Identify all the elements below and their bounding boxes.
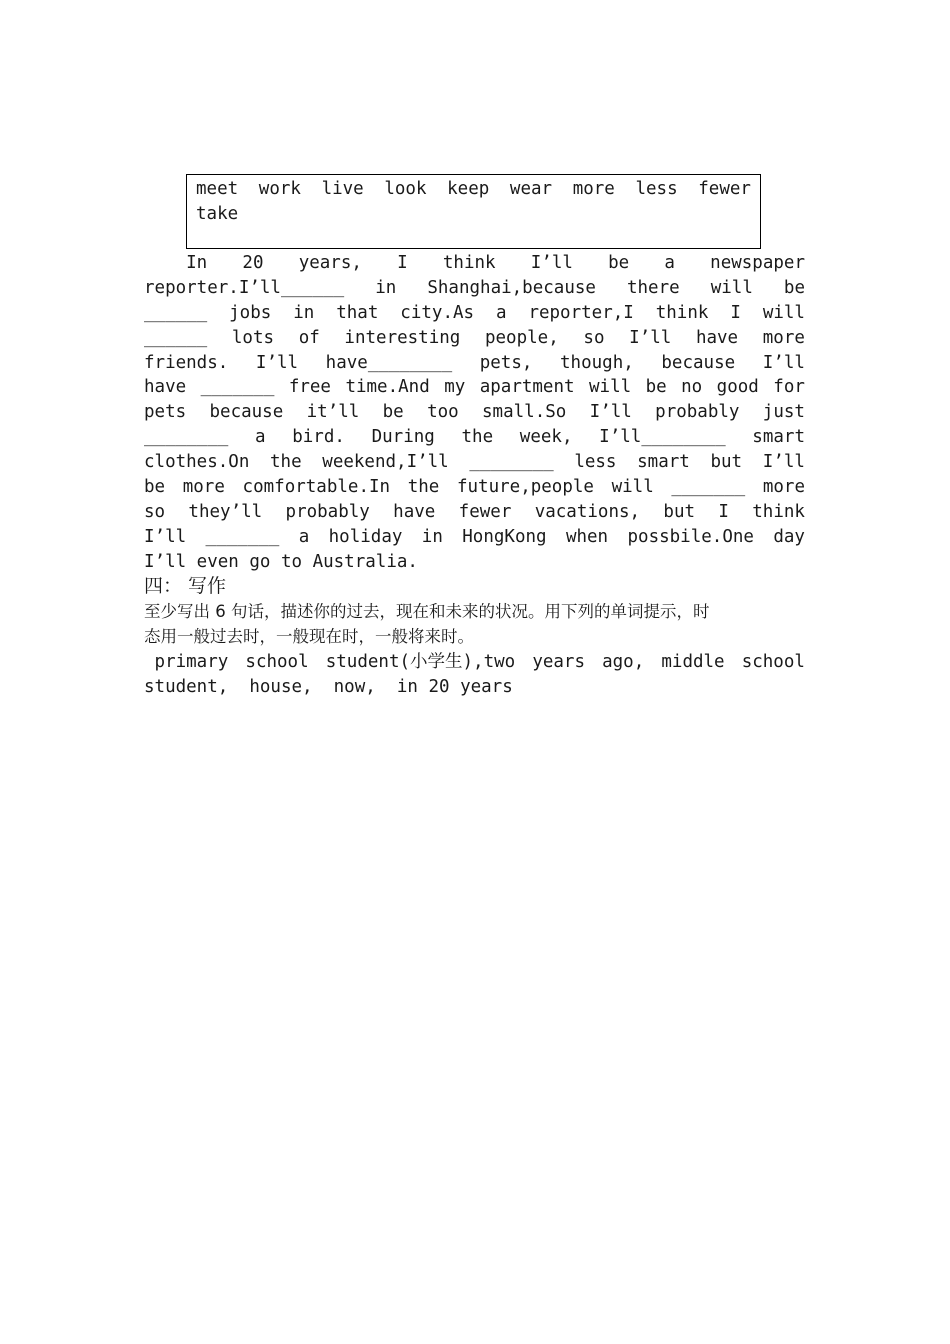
passage-word: ________ xyxy=(469,452,554,473)
word-bank-word: wear xyxy=(509,179,553,199)
passage-line xyxy=(144,425,805,450)
instruction-line: 态用一般过去时，一般现在时，一般将来时。 xyxy=(144,627,474,646)
passage-word: I’ll xyxy=(589,402,632,423)
passage-word: a xyxy=(298,526,310,547)
passage-word: I’ll________ xyxy=(599,427,726,448)
passage-word: I xyxy=(397,253,408,273)
passage-word: vacations, xyxy=(534,501,641,522)
hint-word: years xyxy=(532,652,585,672)
passage-word: have xyxy=(144,377,187,398)
passage-line xyxy=(144,375,805,400)
passage-word: future,people xyxy=(456,477,594,498)
passage-word: will xyxy=(611,477,654,498)
passage-word: ______ xyxy=(144,327,208,348)
instruction-line: 至少写出 6 句话，描述你的过去，现在和未来的状况。用下列的单词提示，时 xyxy=(144,602,710,621)
passage-word: more xyxy=(762,327,805,348)
passage-word: I’ll xyxy=(762,352,805,373)
passage-line xyxy=(144,301,805,326)
hint-line: student, house, now, in 20 years xyxy=(144,676,513,697)
passage-word: lots xyxy=(231,327,275,348)
passage-word: ______ xyxy=(144,302,208,323)
passage-word: no xyxy=(681,377,703,398)
word-bank-word: more xyxy=(572,179,615,199)
passage-word: probably xyxy=(285,501,370,522)
passage-word: probably xyxy=(655,402,740,423)
passage-line xyxy=(144,251,805,276)
passage-word: pets, xyxy=(479,352,533,373)
writing-section-heading: 四： 写作 xyxy=(144,575,227,597)
passage-word: fewer xyxy=(458,501,512,522)
passage-word: possbile.One xyxy=(627,526,754,547)
passage-word: day xyxy=(773,526,805,547)
passage-line: I’ll even go to Australia. xyxy=(144,551,418,572)
passage-word: _______ xyxy=(671,477,746,498)
passage-word: of xyxy=(298,327,320,348)
passage-word: I’ll xyxy=(255,352,299,373)
passage-word: jobs xyxy=(229,302,272,323)
passage-word: city.As xyxy=(400,302,475,323)
hint-line xyxy=(144,650,805,675)
passage-word: I’ll xyxy=(530,253,573,273)
word-bank-word: work xyxy=(258,179,301,199)
passage-word: holiday xyxy=(328,526,403,547)
passage-word: weekend,I’ll xyxy=(322,452,449,473)
passage-word: be xyxy=(382,402,404,423)
passage-word: for xyxy=(773,377,805,398)
passage-word: so xyxy=(144,501,166,522)
word-bank-word: meet xyxy=(196,179,239,199)
passage-word: be xyxy=(144,477,166,498)
passage-word: I xyxy=(730,302,741,323)
passage-word: I xyxy=(718,501,729,522)
passage-word: have________ xyxy=(325,352,453,373)
passage-word: During xyxy=(371,427,435,448)
passage-word: _______ xyxy=(200,377,275,398)
passage-word: _______ xyxy=(205,526,280,547)
passage-word: in xyxy=(293,302,315,323)
passage-word: more xyxy=(762,477,805,498)
passage-word: but xyxy=(710,452,743,473)
passage-word: small.So xyxy=(482,402,567,423)
passage-word: I’ll xyxy=(629,327,672,348)
passage-word: in xyxy=(421,526,443,547)
passage-word: a xyxy=(664,253,675,273)
passage-word: have xyxy=(695,327,739,348)
passage-word: think xyxy=(655,302,709,323)
passage-word: have xyxy=(393,501,436,522)
passage-word: newspaper xyxy=(710,253,805,273)
passage-word: but xyxy=(663,501,696,522)
passage-word: clothes.On xyxy=(144,452,250,473)
passage-word: be xyxy=(645,377,667,398)
passage-word: comfortable.In xyxy=(242,477,391,498)
passage-word: apartment xyxy=(479,377,575,398)
passage-word: reporter.I’ll______ xyxy=(144,277,345,298)
passage-word: will xyxy=(589,377,632,398)
passage-word: good xyxy=(716,377,759,398)
word-bank-line-2: take xyxy=(196,204,239,224)
passage-word: the xyxy=(270,452,302,473)
passage-line xyxy=(144,326,805,351)
passage-word: smart xyxy=(637,452,690,473)
hint-word: school xyxy=(741,652,805,672)
word-bank-line-1 xyxy=(196,177,751,202)
passage-word: that xyxy=(336,302,379,323)
passage-word: in xyxy=(375,277,397,298)
passage-word: too xyxy=(427,402,459,423)
hint-word: student(小学生),two xyxy=(325,652,516,672)
passage-word: the xyxy=(461,427,494,448)
passage-line xyxy=(144,400,805,425)
passage-word: when xyxy=(565,526,609,547)
passage-word: bird. xyxy=(292,427,345,448)
passage-word: there xyxy=(626,277,680,298)
passage-line xyxy=(144,475,805,500)
passage-word: they’ll xyxy=(188,501,263,522)
word-bank-word: less xyxy=(635,179,678,199)
passage-word: because xyxy=(209,402,284,423)
passage-word: friends. xyxy=(144,352,229,373)
passage-word: years, xyxy=(298,253,362,273)
passage-word: free xyxy=(288,377,331,398)
passage-line xyxy=(144,351,805,376)
passage-word: think xyxy=(442,253,496,273)
passage-word: be xyxy=(608,253,630,273)
passage-word: more xyxy=(182,477,225,498)
passage-word: people, xyxy=(484,327,559,348)
passage-word: time.And xyxy=(345,377,430,398)
passage-word: smart xyxy=(752,427,805,448)
passage-word: it’ll xyxy=(306,402,360,423)
word-bank-word: look xyxy=(384,179,427,199)
passage-word: so xyxy=(583,327,605,348)
passage-line xyxy=(144,500,805,525)
word-bank-box xyxy=(186,174,761,249)
hint-word: primary xyxy=(144,652,229,672)
passage-word: ________ xyxy=(144,427,229,448)
word-bank-word: live xyxy=(321,179,364,199)
passage-word: will xyxy=(762,302,805,323)
passage-word: reporter,I xyxy=(528,302,634,323)
passage-word: be xyxy=(783,277,805,298)
passage-word: though, xyxy=(560,352,634,373)
hint-word: ago, xyxy=(602,652,645,672)
passage-word: a xyxy=(495,302,507,323)
word-bank-word: keep xyxy=(447,179,490,199)
writing-word-hints xyxy=(144,650,805,700)
cloze-passage xyxy=(144,251,805,575)
passage-word: I’ll xyxy=(144,526,187,547)
passage-word: interesting xyxy=(344,327,461,348)
passage-word: because xyxy=(661,352,736,373)
hint-word: middle xyxy=(661,652,725,672)
hint-word: school xyxy=(245,652,309,672)
passage-line xyxy=(144,525,805,550)
passage-word: a xyxy=(254,427,266,448)
passage-word: just xyxy=(762,402,805,423)
passage-line xyxy=(144,276,805,301)
passage-line xyxy=(144,450,805,475)
passage-word: will xyxy=(710,277,753,298)
passage-word: Shanghai,because xyxy=(427,277,596,298)
passage-word: my xyxy=(444,377,466,398)
passage-word: 20 xyxy=(242,253,264,273)
writing-instructions xyxy=(144,599,805,649)
word-bank-word: fewer xyxy=(698,179,751,199)
passage-word: I’ll xyxy=(762,452,805,473)
passage-word: HongKong xyxy=(462,526,547,547)
passage-word: In xyxy=(144,253,208,273)
passage-word: think xyxy=(752,501,805,522)
passage-word: the xyxy=(407,477,440,498)
passage-word: pets xyxy=(144,402,187,423)
passage-word: less xyxy=(574,452,617,473)
passage-word: week, xyxy=(519,427,573,448)
